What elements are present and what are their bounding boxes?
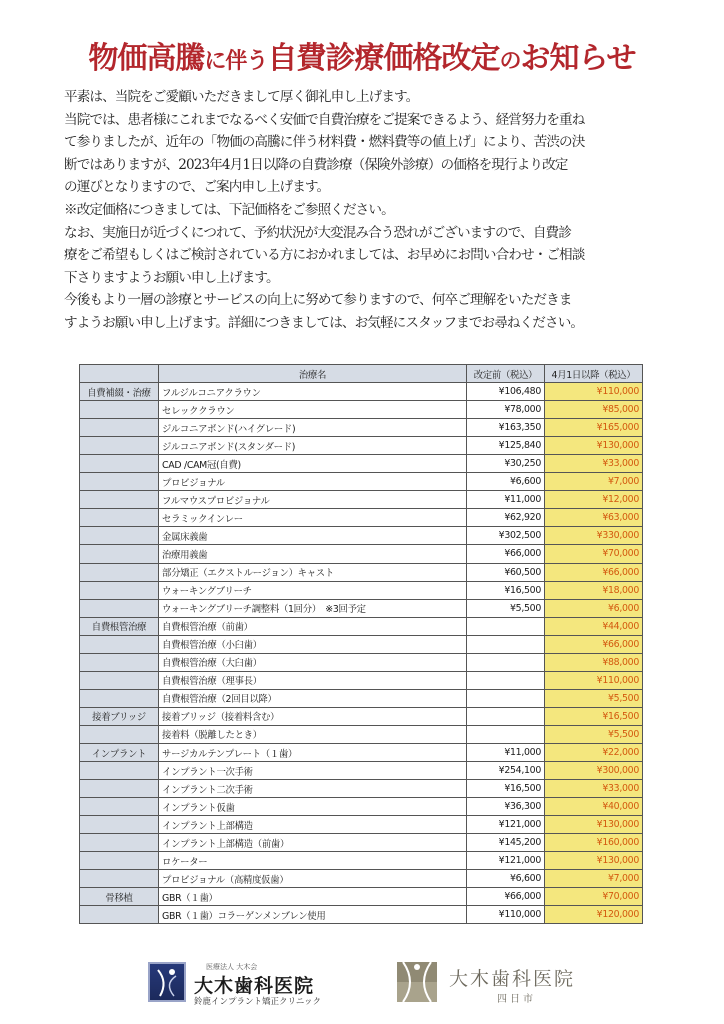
category-cell — [80, 780, 159, 798]
category-cell — [80, 599, 159, 617]
table-row — [80, 906, 643, 924]
category-cell — [80, 491, 159, 509]
table-row — [80, 563, 643, 581]
clinic-logo-suzuka — [148, 962, 358, 1006]
table-row — [80, 780, 643, 798]
category-cell — [80, 725, 159, 743]
price-after-cell: ¥330,000 — [545, 527, 643, 545]
intro-line: 断ではありますが、2023年4月1日以降の自費診療（保険外診療）の価格を現行より改定 — [64, 156, 568, 173]
treatment-name-cell: フルマウスプロビジョナル — [159, 491, 467, 509]
intro-line: の運びとなりますので、ご案内申し上げます。 — [64, 179, 330, 196]
price-before-cell — [467, 653, 545, 671]
clinic-name: 大木歯科医院 — [449, 968, 576, 990]
treatment-name-cell: インプラント上部構造（前歯） — [159, 834, 467, 852]
category-cell — [80, 671, 159, 689]
clinic-emblem-icon — [148, 962, 186, 1002]
treatment-name-cell: セレッククラウン — [159, 401, 467, 419]
table-row — [80, 834, 643, 852]
price-after-cell: ¥165,000 — [545, 419, 643, 437]
price-after-cell: ¥5,500 — [545, 725, 643, 743]
price-after-cell: ¥33,000 — [545, 780, 643, 798]
intro-line: 療をご希望もしくはご検討されている方におかれましては、お早めにお問い合わせ・ご相談 — [64, 247, 585, 264]
price-after-cell: ¥110,000 — [545, 383, 643, 401]
treatment-name-cell: フルジルコニアクラウン — [159, 383, 467, 401]
price-before-cell: ¥125,840 — [467, 437, 545, 455]
category-cell: 自費根管治療 — [80, 617, 159, 635]
table-header-row — [80, 365, 643, 383]
price-before-cell: ¥121,000 — [467, 852, 545, 870]
table-row — [80, 473, 643, 491]
price-after-cell: ¥130,000 — [545, 437, 643, 455]
title-part-4: の — [499, 48, 521, 74]
title-part-3: 自費診療価格改定 — [267, 41, 500, 76]
clinic-logo-yokkaichi — [397, 960, 587, 1008]
price-after-cell: ¥16,500 — [545, 707, 643, 725]
clinic-emblem-icon — [397, 962, 437, 1002]
price-after-cell: ¥130,000 — [545, 852, 643, 870]
treatment-name-cell: ジルコニアボンド(スタンダード) — [159, 437, 467, 455]
price-after-cell: ¥66,000 — [545, 635, 643, 653]
price-before-cell: ¥66,000 — [467, 545, 545, 563]
price-after-cell: ¥7,000 — [545, 473, 643, 491]
treatment-name-cell: GBR（１歯）コラーゲンメンブレン使用 — [159, 906, 467, 924]
intro-line: 当院では、患者様にこれまでなるべく安価で自費治療をご提案できるよう、経営努力を重ね — [64, 111, 585, 128]
category-cell: 接着ブリッジ — [80, 707, 159, 725]
header-price-after: 4月1日以降（税込） — [545, 365, 643, 383]
price-before-cell: ¥16,500 — [467, 780, 545, 798]
treatment-name-cell: 自費根管治療（前歯） — [159, 617, 467, 635]
treatment-name-cell: 金属床義歯 — [159, 527, 467, 545]
table-row — [80, 401, 643, 419]
price-before-cell: ¥60,500 — [467, 563, 545, 581]
price-before-cell: ¥62,920 — [467, 509, 545, 527]
treatment-name-cell: 接着ブリッジ（接着料含む） — [159, 707, 467, 725]
price-after-cell: ¥70,000 — [545, 545, 643, 563]
header-treatment-name: 治療名 — [159, 365, 467, 383]
category-cell — [80, 563, 159, 581]
category-cell — [80, 870, 159, 888]
intro-line: て参りましたが、近年の「物価の高騰に伴う材料費・燃料費等の値上げ」により、苦渋の決 — [64, 134, 585, 151]
intro-line: すようお願い申し上げます。詳細につきましては、お気軽にスタッフまでお尋ねください。 — [64, 314, 584, 331]
category-cell — [80, 401, 159, 419]
table-row — [80, 671, 643, 689]
table-row — [80, 870, 643, 888]
category-cell — [80, 545, 159, 563]
table-row — [80, 725, 643, 743]
intro-line: なお、実施日が近づくにつれて、予約状況が大変混み合う恐れがございますので、自費診 — [64, 224, 571, 241]
price-before-cell: ¥106,480 — [467, 383, 545, 401]
table-row — [80, 581, 643, 599]
treatment-name-cell: ロケーター — [159, 852, 467, 870]
price-after-cell: ¥300,000 — [545, 762, 643, 780]
treatment-name-cell: 自費根管治療（小臼歯） — [159, 635, 467, 653]
price-before-cell — [467, 671, 545, 689]
category-cell — [80, 834, 159, 852]
price-before-cell: ¥30,250 — [467, 455, 545, 473]
table-row — [80, 653, 643, 671]
category-cell — [80, 437, 159, 455]
price-after-cell: ¥88,000 — [545, 653, 643, 671]
price-after-cell: ¥120,000 — [545, 906, 643, 924]
category-cell — [80, 509, 159, 527]
category-cell — [80, 798, 159, 816]
price-before-cell: ¥11,000 — [467, 743, 545, 761]
intro-line: 平素は、当院をご愛顧いただきまして厚く御礼申し上げます。 — [64, 89, 419, 105]
table-row — [80, 617, 643, 635]
intro-line: 今後もより一層の診療とサービスの向上に努めて参りますので、何卒ご理解をいただきま — [64, 292, 572, 309]
table-row — [80, 599, 643, 617]
treatment-name-cell: 自費根管治療（理事長） — [159, 671, 467, 689]
treatment-name-cell: ウォーキングブリーチ調整料（1回分） ※3回予定 — [159, 599, 467, 617]
treatment-name-cell: プロビジョナル（高精度仮歯） — [159, 870, 467, 888]
price-before-cell: ¥145,200 — [467, 834, 545, 852]
price-after-cell: ¥6,000 — [545, 599, 643, 617]
treatment-name-cell: 自費根管治療（大臼歯） — [159, 653, 467, 671]
treatment-name-cell: インプラント仮歯 — [159, 798, 467, 816]
price-before-cell: ¥6,600 — [467, 870, 545, 888]
category-cell — [80, 689, 159, 707]
price-before-cell — [467, 635, 545, 653]
price-before-cell: ¥78,000 — [467, 401, 545, 419]
price-after-cell: ¥110,000 — [545, 671, 643, 689]
category-cell — [80, 581, 159, 599]
category-cell — [80, 635, 159, 653]
treatment-name-cell: インプラント二次手術 — [159, 780, 467, 798]
price-after-cell: ¥12,000 — [545, 491, 643, 509]
treatment-name-cell: GBR（１歯） — [159, 888, 467, 906]
table-row — [80, 852, 643, 870]
treatment-name-cell: インプラント一次手術 — [159, 762, 467, 780]
price-after-cell: ¥66,000 — [545, 563, 643, 581]
price-before-cell: ¥254,100 — [467, 762, 545, 780]
page-title — [40, 34, 684, 84]
table-row — [80, 707, 643, 725]
category-cell — [80, 816, 159, 834]
table-row — [80, 383, 643, 401]
table-row — [80, 509, 643, 527]
price-before-cell: ¥66,000 — [467, 888, 545, 906]
intro-line: ※改定価格につきましては、下記価格をご参照ください。 — [64, 201, 394, 218]
header-category — [80, 365, 159, 383]
price-before-cell: ¥302,500 — [467, 527, 545, 545]
price-before-cell — [467, 707, 545, 725]
table-row — [80, 437, 643, 455]
price-before-cell: ¥6,600 — [467, 473, 545, 491]
price-before-cell — [467, 617, 545, 635]
price-after-cell: ¥85,000 — [545, 401, 643, 419]
treatment-name-cell: 部分矯正（エクストルージョン）キャスト — [159, 563, 467, 581]
category-cell: 骨移植 — [80, 888, 159, 906]
table-row — [80, 527, 643, 545]
table-row — [80, 455, 643, 473]
treatment-name-cell: 治療用義歯 — [159, 545, 467, 563]
price-before-cell: ¥163,350 — [467, 419, 545, 437]
treatment-name-cell: インプラント上部構造 — [159, 816, 467, 834]
table-row — [80, 419, 643, 437]
price-after-cell: ¥70,000 — [545, 888, 643, 906]
treatment-name-cell: サージカルテンプレート（１歯） — [159, 743, 467, 761]
price-after-cell: ¥33,000 — [545, 455, 643, 473]
treatment-name-cell: CAD /CAM冠(自費) — [159, 455, 467, 473]
table-row — [80, 491, 643, 509]
category-cell — [80, 852, 159, 870]
title-part-1: 物価高騰 — [88, 41, 205, 76]
category-cell — [80, 527, 159, 545]
clinic-corporation: 医療法人 大木会 — [206, 963, 258, 971]
table-row — [80, 743, 643, 761]
clinic-branch: 四日市 — [497, 994, 536, 1005]
table-row — [80, 689, 643, 707]
price-before-cell: ¥121,000 — [467, 816, 545, 834]
price-before-cell: ¥16,500 — [467, 581, 545, 599]
intro-text — [64, 86, 664, 335]
price-after-cell: ¥7,000 — [545, 870, 643, 888]
treatment-name-cell: 接着料（脱離したとき） — [159, 725, 467, 743]
price-after-cell: ¥5,500 — [545, 689, 643, 707]
price-after-cell: ¥130,000 — [545, 816, 643, 834]
table-row — [80, 888, 643, 906]
price-after-cell: ¥40,000 — [545, 798, 643, 816]
header-price-before: 改定前（税込） — [467, 365, 545, 383]
price-table — [79, 364, 643, 924]
price-after-cell: ¥18,000 — [545, 581, 643, 599]
intro-line: 下さりますようお願い申し上げます。 — [64, 269, 279, 286]
treatment-name-cell: プロビジョナル — [159, 473, 467, 491]
clinic-name: 大木歯科医院 — [194, 975, 315, 997]
price-before-cell: ¥36,300 — [467, 798, 545, 816]
category-cell — [80, 419, 159, 437]
category-cell: インプラント — [80, 743, 159, 761]
title-part-2: に伴う — [204, 48, 268, 74]
treatment-name-cell: ジルコニアボンド(ハイグレード) — [159, 419, 467, 437]
price-after-cell: ¥44,000 — [545, 617, 643, 635]
price-after-cell: ¥22,000 — [545, 743, 643, 761]
price-before-cell: ¥11,000 — [467, 491, 545, 509]
category-cell — [80, 473, 159, 491]
table-row — [80, 816, 643, 834]
table-row — [80, 762, 643, 780]
table-row — [80, 635, 643, 653]
price-before-cell — [467, 689, 545, 707]
category-cell — [80, 653, 159, 671]
table-row — [80, 798, 643, 816]
table-row — [80, 545, 643, 563]
treatment-name-cell: 自費根管治療（2回目以降） — [159, 689, 467, 707]
price-before-cell — [467, 725, 545, 743]
price-before-cell: ¥110,000 — [467, 906, 545, 924]
category-cell: 自費補綴・治療 — [80, 383, 159, 401]
treatment-name-cell: ウォーキングブリーチ — [159, 581, 467, 599]
category-cell — [80, 455, 159, 473]
category-cell — [80, 762, 159, 780]
clinic-subtitle: 鈴鹿インプラント矯正クリニック — [194, 997, 321, 1007]
price-before-cell: ¥5,500 — [467, 599, 545, 617]
price-after-cell: ¥160,000 — [545, 834, 643, 852]
title-part-5: お知らせ — [520, 41, 636, 76]
treatment-name-cell: セラミックインレー — [159, 509, 467, 527]
category-cell — [80, 906, 159, 924]
price-table-body — [80, 383, 643, 924]
price-after-cell: ¥63,000 — [545, 509, 643, 527]
